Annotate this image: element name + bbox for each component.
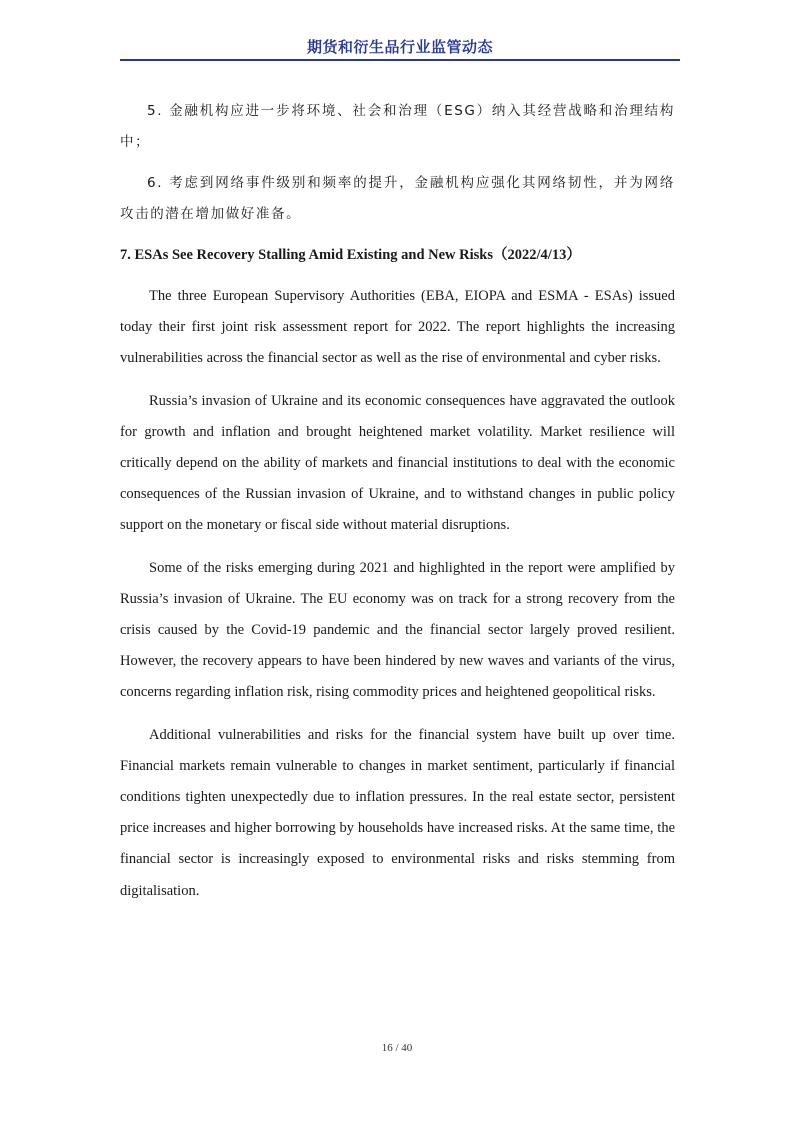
- paragraph-4: Additional vulnerabilities and risks for the financial system have built up over time. Financial markets remain vulnerable to changes in market sentiment, particularly if financial conditions tighten unexpectedly due to inflation pressures. In the real estate sector, persistent price increases and higher borrowing by households have increased risks. At the same time, the financial sector is increasingly exposed to environmental risks and risks stemming from digitalisation.: [120, 726, 675, 899]
- list-item-5: 5. 金融机构应进一步将环境、社会和治理（ESG）纳入其经营战略和治理结构中；: [120, 103, 675, 150]
- page-header-title: 期货和衍生品行业监管动态: [306, 38, 493, 56]
- paragraph-1: The three European Supervisory Authorities (EBA, EIOPA and ESMA - ESAs) issued today their first joint risk assessment report for 2022. The report highlights the increasing vulnerabilities across the financial sector as well as the rise of environmental and cyber risks.: [120, 288, 675, 367]
- paragraph-2: Russia’s invasion of Ukraine and its economic consequences have aggravated the outlook for growth and inflation and brought heightened market volatility. Market resilience will critically depend on the ability of markets and financial institutions to deal with the economic consequences of the Russian invasion of Ukraine, and to withstand changes in public policy support on the monetary or fiscal side without material disruptions.: [120, 392, 675, 534]
- header-divider: [120, 59, 680, 61]
- section-heading: 7. ESAs See Recovery Stalling Amid Existing and New Risks（2022/4/13）: [120, 247, 581, 263]
- page-number: 16 / 40: [381, 1042, 413, 1054]
- list-item-6: 6. 考虑到网络事件级别和频率的提升，金融机构应强化其网络韧性，并为网络攻击的潜在增加做好准备。: [120, 175, 675, 222]
- document-body: [120, 96, 675, 918]
- paragraph-3: Some of the risks emerging during 2021 and highlighted in the report were amplified by Russia’s invasion of Ukraine. The EU economy was on track for a strong recovery from the crisis caused by the Covid-19 pandemic and the financial sector largely proved resilient. However, the recovery appears to have been hindered by new waves and variants of the virus, concerns regarding inflation risk, rising commodity prices and heightened geopolitical risks.: [120, 559, 675, 701]
